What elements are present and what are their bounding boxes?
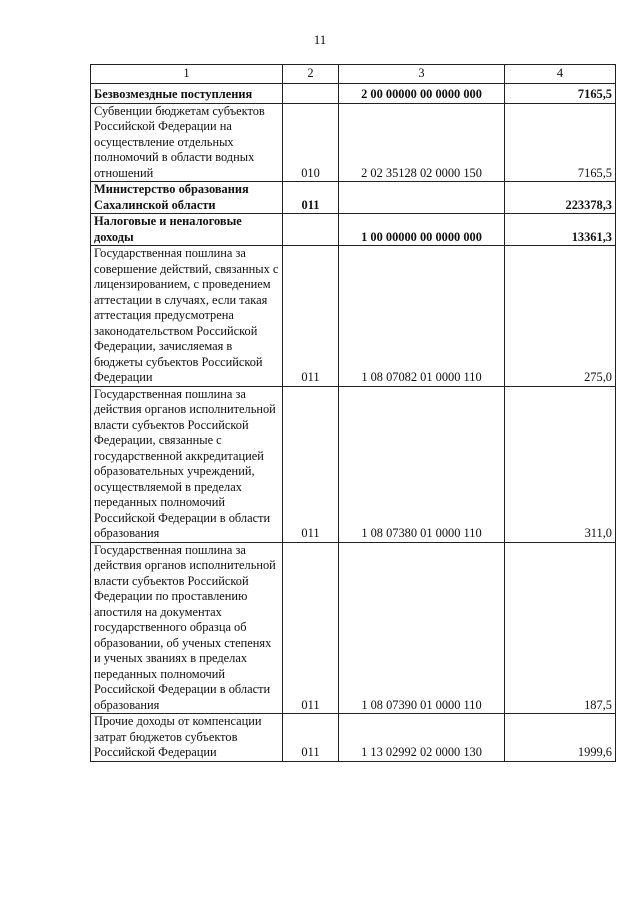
budget-revenue-table [90, 64, 616, 762]
row-kbk: 2 00 00000 00 0000 000 [339, 84, 505, 104]
row-kbk: 2 02 35128 02 0000 150 [339, 103, 505, 182]
row-amount: 7165,5 [505, 84, 616, 104]
row-name: Государственная пошлина за действия органов исполнительной власти субъектов Российской Федерации по проставлению апостиля на документах государственного образца об образовании, об ученых степенях и ученых званиях в пределах переданных полномочий Российской Федерации в области образования [91, 542, 283, 714]
page-number: 11 [313, 32, 327, 47]
row-amount: 223378,3 [505, 182, 616, 214]
table-row [91, 182, 616, 214]
row-kbk: 1 08 07082 01 0000 110 [339, 246, 505, 387]
row-kbk: 1 00 00000 00 0000 000 [339, 214, 505, 246]
row-kbk [339, 182, 505, 214]
column-header-2: 2 [283, 65, 339, 84]
row-amount: 1999,6 [505, 714, 616, 762]
row-name: Налоговые и неналоговые доходы [91, 214, 283, 246]
row-amount: 187,5 [505, 542, 616, 714]
row-kbk: 1 08 07380 01 0000 110 [339, 386, 505, 542]
row-amount: 7165,5 [505, 103, 616, 182]
table-row [91, 714, 616, 762]
table-row [91, 103, 616, 182]
column-header-3: 3 [339, 65, 505, 84]
row-amount: 13361,3 [505, 214, 616, 246]
row-code: 010 [283, 103, 339, 182]
table-row [91, 386, 616, 542]
row-name: Министерство образования Сахалинской области [91, 182, 283, 214]
row-name: Прочие доходы от компенсации затрат бюджетов субъектов Российской Федерации [91, 714, 283, 762]
column-header-1: 1 [91, 65, 283, 84]
row-kbk: 1 13 02992 02 0000 130 [339, 714, 505, 762]
row-name: Государственная пошлина за действия органов исполнительной власти субъектов Российской Федерации, связанные с государственной аккредитацией образовательных учреждений, осуществляемой в пределах переданных полномочий Российской Федерации в области образования [91, 386, 283, 542]
column-header-4: 4 [505, 65, 616, 84]
table-row [91, 542, 616, 714]
row-code: 011 [283, 386, 339, 542]
row-code: 011 [283, 542, 339, 714]
row-name: Безвозмездные поступления [91, 84, 283, 104]
row-code: 011 [283, 714, 339, 762]
row-name: Государственная пошлина за совершение действий, связанных с лицензированием, с проведением аттестации в случаях, если такая аттестация предусмотрена законодательством Российской Федерации, зачисляемая в бюджеты субъектов Российской Федерации [91, 246, 283, 387]
table-row [91, 84, 616, 104]
row-amount: 275,0 [505, 246, 616, 387]
row-code [283, 214, 339, 246]
row-amount: 311,0 [505, 386, 616, 542]
row-kbk: 1 08 07390 01 0000 110 [339, 542, 505, 714]
row-code: 011 [283, 246, 339, 387]
table-header-row [91, 65, 616, 84]
table-row [91, 214, 616, 246]
row-code: 011 [283, 182, 339, 214]
row-name: Субвенции бюджетам субъектов Российской Федерации на осуществление отдельных полномочий в области водных отношений [91, 103, 283, 182]
row-code [283, 84, 339, 104]
table-row [91, 246, 616, 387]
